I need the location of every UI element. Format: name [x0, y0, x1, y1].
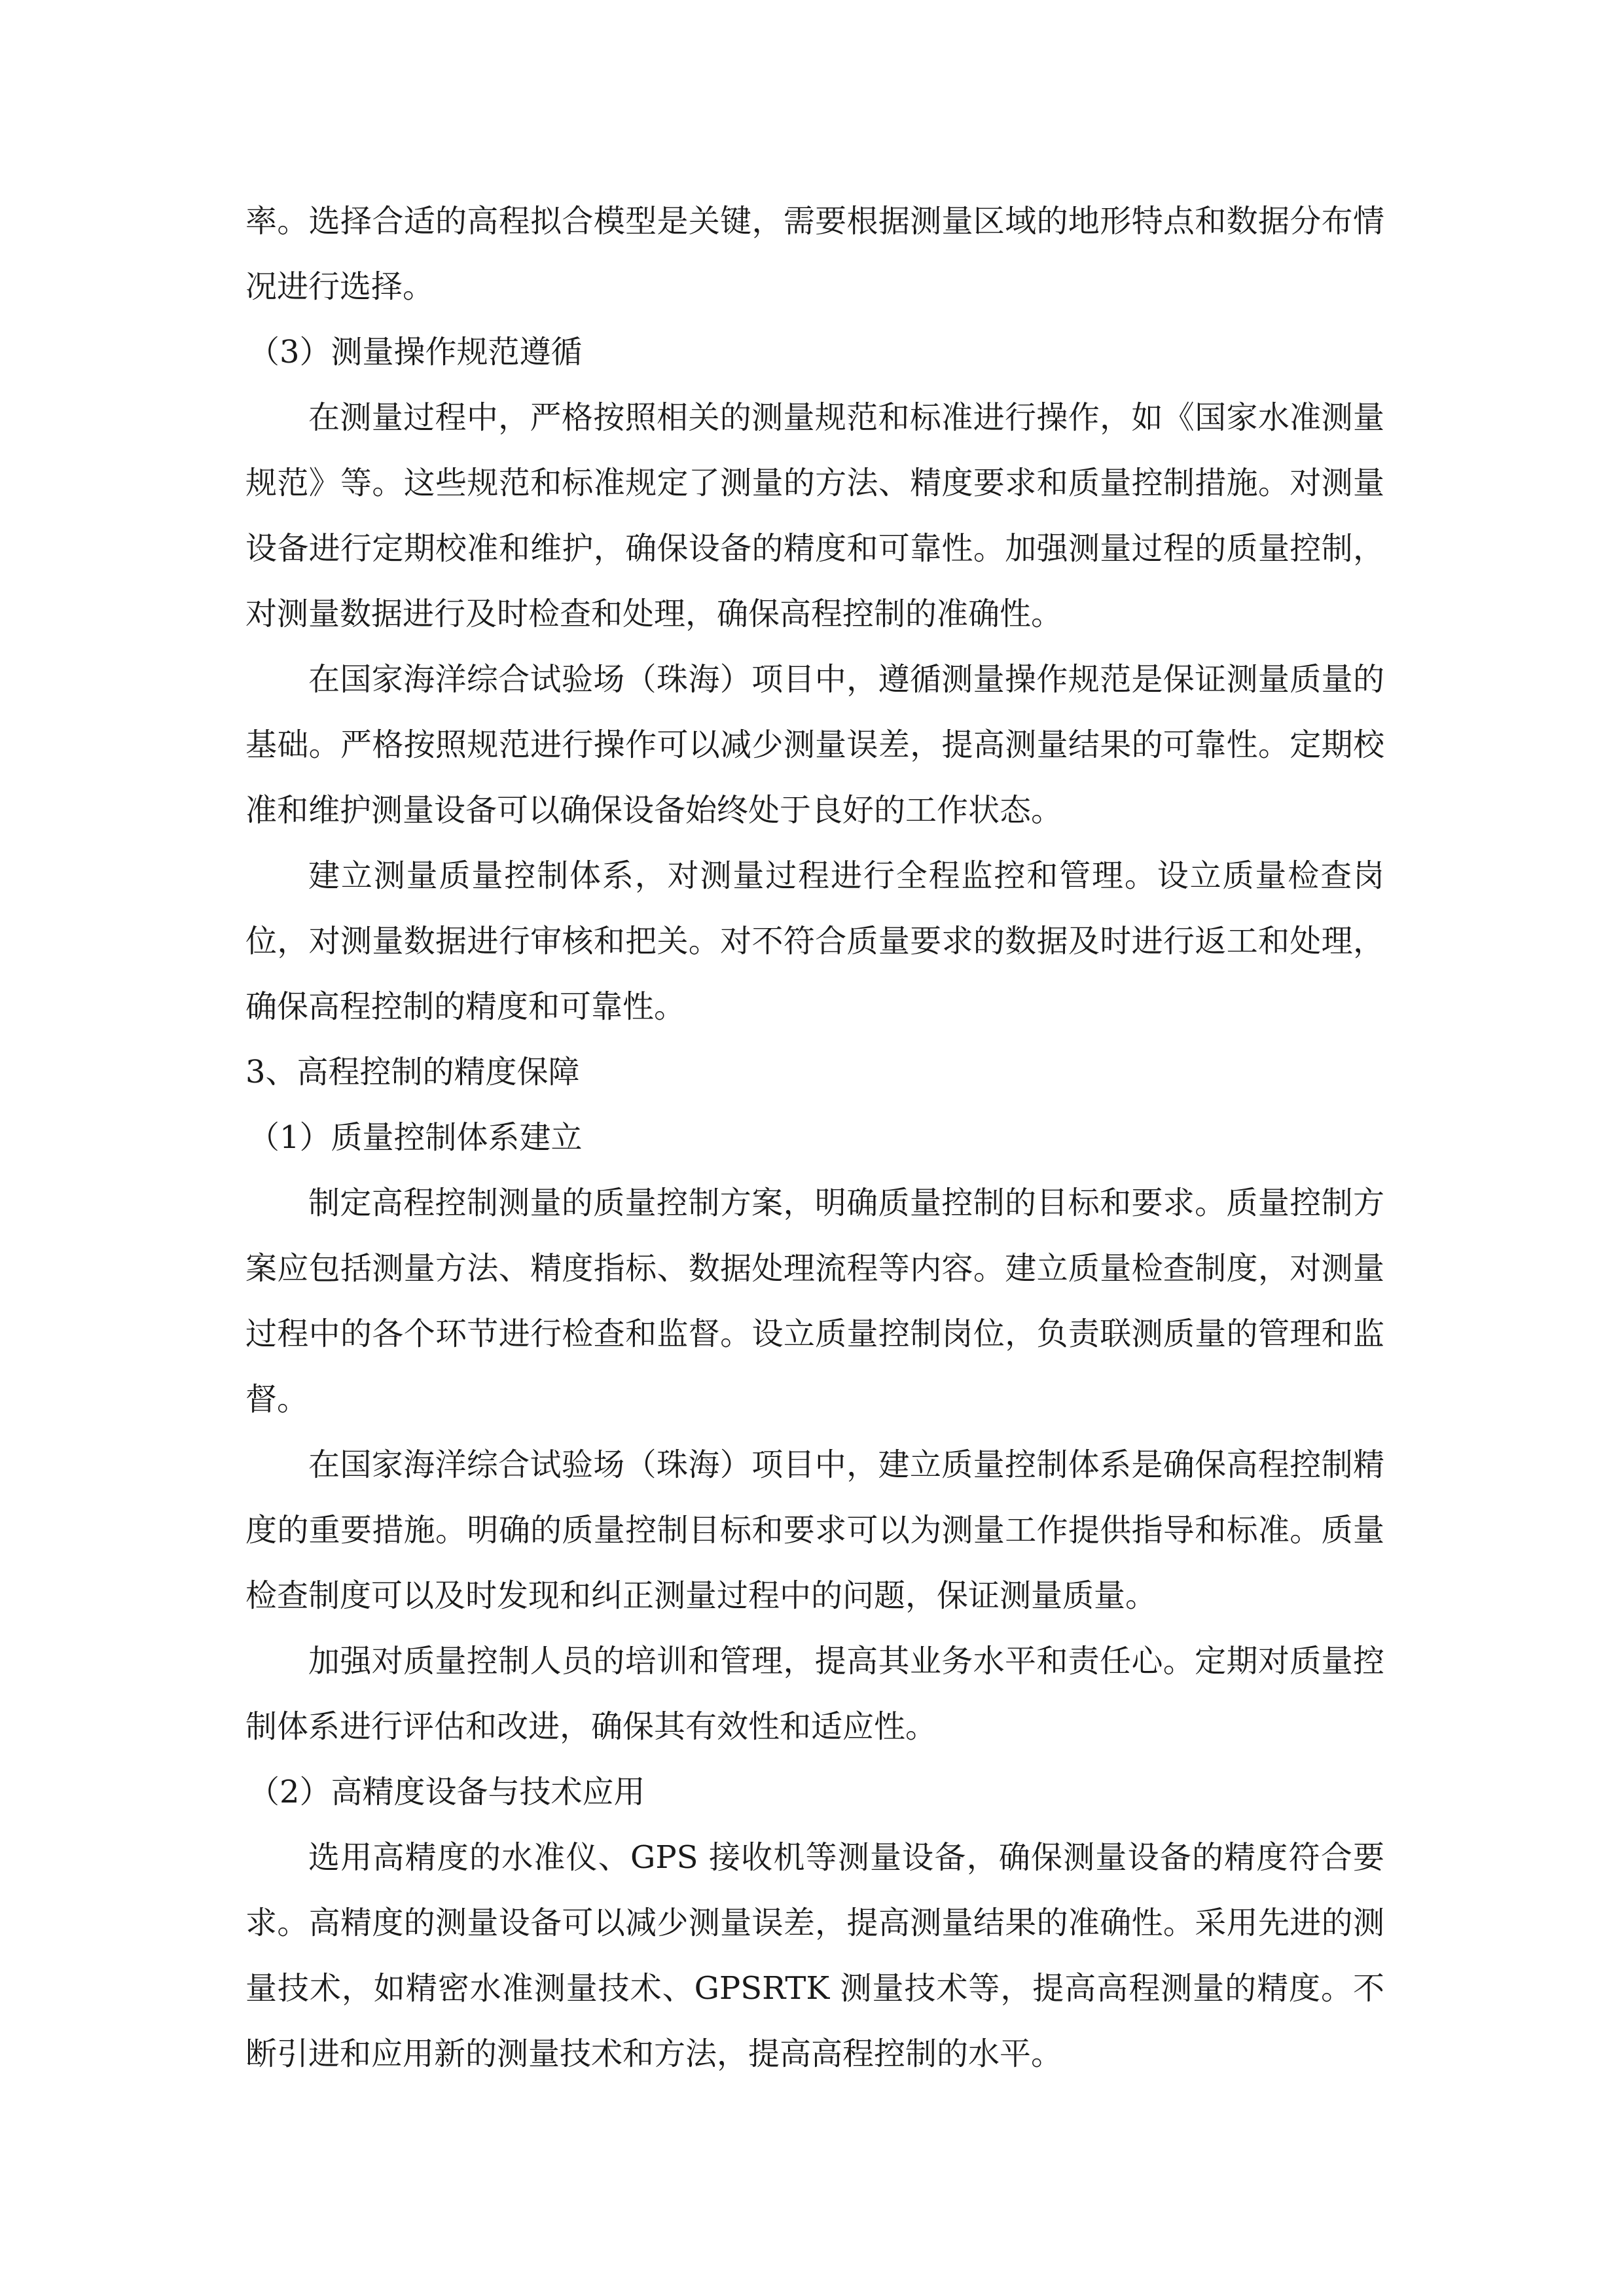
paragraph: 在国家海洋综合试验场（珠海）项目中，建立质量控制体系是确保高程控制精度的重要措施。明确的质量控制目标和要求可以为测量工作提供指导和标准。质量检查制度可以及时发现和纠正测量过程中的问题，保证测量质量。 [245, 1446, 1384, 1614]
subheading-1: （1）质量控制体系建立 [248, 1119, 583, 1156]
paragraph-continuation: 率。选择合适的高程拟合模型是关键，需要根据测量区域的地形特点和数据分布情况进行选择。 [245, 203, 1384, 305]
section-heading: 3、高程控制的精度保障 [245, 1054, 580, 1090]
paragraph: 加强对质量控制人员的培训和管理，提高其业务水平和责任心。定期对质量控制体系进行评估和改进，确保其有效性和适应性。 [245, 1643, 1384, 1745]
paragraph: 在测量过程中，严格按照相关的测量规范和标准进行操作，如《国家水准测量规范》等。这些规范和标准规定了测量的方法、精度要求和质量控制措施。对测量设备进行定期校准和维护，确保设备的精度和可靠性。加强测量过程的质量控制，对测量数据进行及时检查和处理，确保高程控制的准确性。 [245, 399, 1384, 632]
subheading-3: （3）测量操作规范遵循 [248, 334, 583, 370]
paragraph: 在国家海洋综合试验场（珠海）项目中，遵循测量操作规范是保证测量质量的基础。严格按照规范进行操作可以减少测量误差，提高测量结果的可靠性。定期校准和维护测量设备可以确保设备始终处于良好的工作状态。 [245, 661, 1384, 829]
paragraph: 建立测量质量控制体系，对测量过程进行全程监控和管理。设立质量检查岗位，对测量数据进行审核和把关。对不符合质量要求的数据及时进行返工和处理，确保高程控制的精度和可靠性。 [245, 857, 1384, 1025]
document-body [245, 188, 1384, 2087]
paragraph: 选用高精度的水准仪、GPS 接收机等测量设备，确保测量设备的精度符合要求。高精度的测量设备可以减少测量误差，提高测量结果的准确性。采用先进的测量技术，如精密水准测量技术、GPSRTK 测量技术等，提高高程测量的精度。不断引进和应用新的测量技术和方法，提高高程控制的水平。 [245, 1839, 1384, 2072]
subheading-2: （2）高精度设备与技术应用 [248, 1774, 645, 1810]
paragraph: 制定高程控制测量的质量控制方案，明确质量控制的目标和要求。质量控制方案应包括测量方法、精度指标、数据处理流程等内容。建立质量检查制度，对测量过程中的各个环节进行检查和监督。设立质量控制岗位，负责联测质量的管理和监督。 [245, 1185, 1384, 1418]
